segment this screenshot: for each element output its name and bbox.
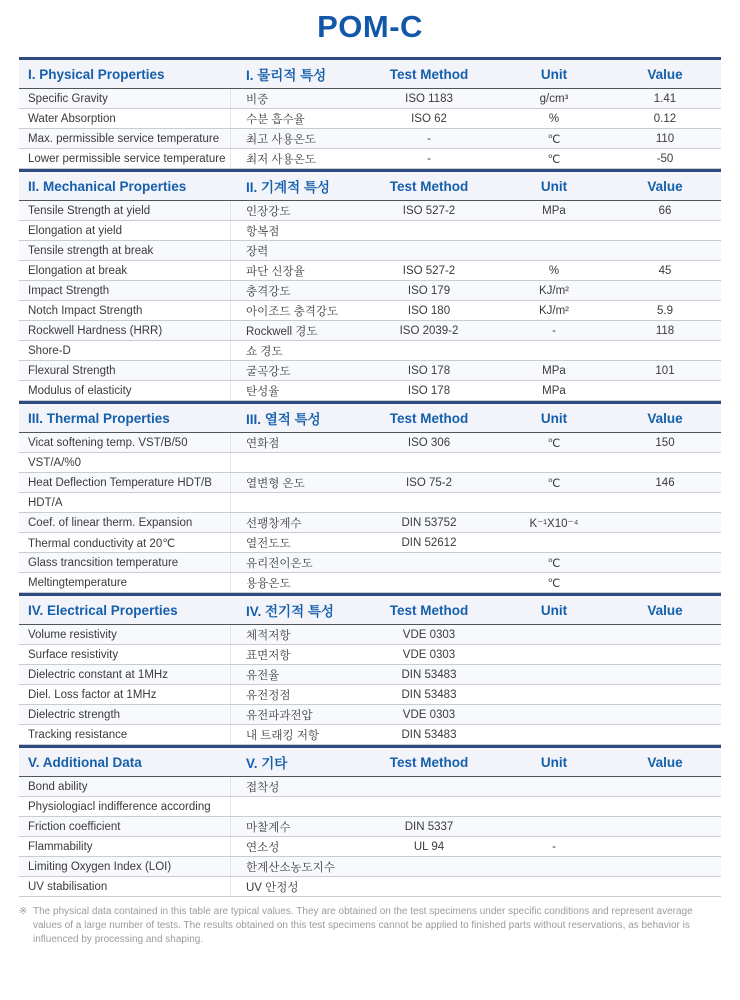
unit-cell: % — [548, 264, 560, 277]
column-header-value: Value — [647, 754, 683, 770]
property-name-ko: 선팽창계수 — [246, 517, 302, 530]
column-header-test-method: Test Method — [389, 754, 469, 770]
section-header-row — [19, 169, 721, 201]
property-name-ko: 항복점 — [246, 225, 280, 238]
property-name-en: VST/A/%0 — [19, 453, 231, 472]
table-row — [19, 685, 721, 705]
property-name-en: Physiologiacl indifference according — [19, 797, 231, 816]
property-name-ko: 유전율 — [246, 669, 280, 682]
property-name-ko: 체적저항 — [246, 629, 291, 642]
footnote — [19, 905, 721, 947]
value-cell: 45 — [658, 264, 672, 277]
footnote-text: The physical data contained in this table are typical values. They are obtained on the test specimens under specific conditions and represent average values of a large number of tests. The results obtained on this test specimens cannot be applied to finished parts without reservations, as behavior is influenced by processing and shaping. — [33, 906, 693, 945]
unit-cell: K⁻¹X10⁻⁴ — [529, 517, 579, 530]
table-row — [19, 705, 721, 725]
property-name-ko: 유리전이온도 — [246, 557, 313, 570]
property-name-ko: 접착성 — [246, 781, 280, 794]
property-name-en: Heat Deflection Temperature HDT/B — [19, 473, 231, 492]
test-method-cell: ISO 180 — [407, 304, 451, 317]
table-row — [19, 513, 721, 533]
unit-cell: KJ/m² — [538, 284, 570, 297]
column-header-unit: Unit — [540, 602, 568, 618]
property-name-en: Flexural Strength — [19, 361, 231, 380]
test-method-cell: UL 94 — [413, 840, 445, 853]
table-row — [19, 453, 721, 473]
column-header-unit: Unit — [540, 754, 568, 770]
table-section — [19, 401, 721, 593]
property-name-ko: 유전파과전압 — [246, 709, 313, 722]
table-row — [19, 725, 721, 745]
test-method-cell: - — [427, 152, 431, 165]
property-name-en: Notch Impact Strength — [19, 301, 231, 320]
table-row — [19, 573, 721, 593]
properties-table — [19, 57, 721, 897]
table-section — [19, 593, 721, 745]
test-method-cell: ISO 1183 — [405, 92, 453, 105]
property-name-ko: 연화점 — [246, 437, 280, 450]
unit-cell: ℃ — [547, 437, 561, 450]
property-name-ko: 탄성율 — [246, 385, 280, 398]
unit-cell: ℃ — [547, 153, 561, 166]
table-row — [19, 493, 721, 513]
unit-cell: ℃ — [547, 477, 561, 490]
table-row — [19, 777, 721, 797]
test-method-cell: ISO 306 — [407, 436, 451, 449]
value-cell: 1.41 — [653, 92, 677, 105]
test-method-cell: ISO 178 — [407, 364, 451, 377]
section-title-ko: V. 기타 — [246, 756, 288, 771]
property-name-en: Bond ability — [19, 777, 231, 796]
table-row — [19, 433, 721, 453]
unit-cell: g/cm³ — [539, 92, 569, 105]
table-row — [19, 201, 721, 221]
footnote-mark: ※ — [19, 906, 28, 917]
property-name-en: Volume resistivity — [19, 625, 231, 644]
section-header-row — [19, 57, 721, 89]
table-row — [19, 473, 721, 493]
test-method-cell: ISO 179 — [407, 284, 451, 297]
property-name-en: Impact Strength — [19, 281, 231, 300]
property-name-en: Specific Gravity — [19, 89, 231, 108]
unit-cell: % — [548, 112, 560, 125]
table-row — [19, 89, 721, 109]
value-cell: 150 — [655, 436, 675, 449]
property-name-ko: 굴곡강도 — [246, 365, 291, 378]
table-row — [19, 381, 721, 401]
property-name-ko: 파단 신장율 — [246, 265, 305, 278]
property-name-en: Tracking resistance — [19, 725, 231, 744]
column-header-test-method: Test Method — [389, 602, 469, 618]
test-method-cell: ISO 178 — [407, 384, 451, 397]
test-method-cell: ISO 527-2 — [402, 204, 456, 217]
property-name-ko: 수분 흡수율 — [246, 113, 305, 126]
property-name-en: Tensile strength at break — [19, 241, 231, 260]
property-name-ko: 열변형 온도 — [246, 477, 305, 490]
test-method-cell: ISO 75-2 — [405, 476, 453, 489]
table-row — [19, 665, 721, 685]
table-row — [19, 857, 721, 877]
test-method-cell: ISO 62 — [411, 112, 447, 125]
section-title-ko: III. 열적 특성 — [246, 412, 321, 427]
property-name-en: Tensile Strength at yield — [19, 201, 231, 220]
property-name-en: Vicat softening temp. VST/B/50 — [19, 433, 231, 452]
unit-cell: MPa — [542, 384, 566, 397]
section-header-row — [19, 593, 721, 625]
property-name-en: Dielectric constant at 1MHz — [19, 665, 231, 684]
page-title: POM-C — [317, 9, 423, 44]
property-name-ko: 한계산소농도지수 — [246, 861, 335, 874]
property-name-en: Thermal conductivity at 20℃ — [19, 533, 231, 552]
column-header-test-method: Test Method — [389, 66, 469, 82]
property-name-ko: 충격강도 — [246, 285, 291, 298]
table-row — [19, 341, 721, 361]
property-name-ko: 최고 사용온도 — [246, 133, 316, 146]
section-header-row — [19, 401, 721, 433]
table-row — [19, 817, 721, 837]
test-method-cell: VDE 0303 — [402, 628, 456, 641]
property-name-en: Glass trancsition temperature — [19, 553, 231, 572]
property-name-en: UV stabilisation — [19, 877, 231, 896]
test-method-cell: ISO 527-2 — [402, 264, 456, 277]
property-name-ko: 비중 — [246, 93, 269, 106]
unit-cell: MPa — [542, 204, 566, 217]
property-name-ko: 아이조드 충격강도 — [246, 305, 339, 318]
table-row — [19, 149, 721, 169]
value-cell: -50 — [656, 152, 674, 165]
property-name-en: Elongation at yield — [19, 221, 231, 240]
test-method-cell: ISO 2039-2 — [399, 324, 459, 337]
test-method-cell: VDE 0303 — [402, 708, 456, 721]
table-row — [19, 877, 721, 897]
unit-cell: ℃ — [547, 577, 561, 590]
column-header-value: Value — [647, 178, 683, 194]
section-title-en: III. Thermal Properties — [28, 410, 170, 426]
column-header-test-method: Test Method — [389, 410, 469, 426]
section-title-ko: II. 기계적 특성 — [246, 180, 330, 195]
property-name-ko: 연소성 — [246, 841, 280, 854]
section-rows — [19, 625, 721, 745]
table-section — [19, 745, 721, 897]
property-name-en: HDT/A — [19, 493, 231, 512]
table-row — [19, 221, 721, 241]
unit-cell: - — [552, 840, 556, 853]
table-row — [19, 361, 721, 381]
table-row — [19, 533, 721, 553]
section-title-en: II. Mechanical Properties — [28, 178, 187, 194]
property-name-en: Lower permissible service temperature — [19, 149, 231, 168]
table-row — [19, 241, 721, 261]
column-header-test-method: Test Method — [389, 178, 469, 194]
table-row — [19, 797, 721, 817]
property-name-en: Limiting Oxygen Index (LOI) — [19, 857, 231, 876]
column-header-unit: Unit — [540, 410, 568, 426]
property-name-en: Modulus of elasticity — [19, 381, 231, 400]
property-name-en: Shore-D — [19, 341, 231, 360]
column-header-unit: Unit — [540, 178, 568, 194]
table-row — [19, 109, 721, 129]
table-row — [19, 553, 721, 573]
test-method-cell: - — [427, 132, 431, 145]
section-rows — [19, 433, 721, 593]
property-name-ko: 용융온도 — [246, 577, 291, 590]
property-name-en: Water Absorption — [19, 109, 231, 128]
test-method-cell: DIN 53483 — [401, 688, 457, 701]
property-name-ko: 쇼 경도 — [246, 345, 283, 358]
test-method-cell: DIN 53483 — [401, 668, 457, 681]
section-title-en: IV. Electrical Properties — [28, 602, 178, 618]
property-name-ko: 열전도도 — [246, 537, 291, 550]
property-name-en: Rockwell Hardness (HRR) — [19, 321, 231, 340]
property-name-ko: 인장강도 — [246, 205, 291, 218]
property-name-ko: 장력 — [246, 245, 269, 258]
column-header-value: Value — [647, 410, 683, 426]
section-title-ko: I. 물리적 특성 — [246, 68, 327, 83]
property-name-ko: UV 안정성 — [246, 881, 299, 894]
property-name-en: Friction coefficient — [19, 817, 231, 836]
value-cell: 5.9 — [657, 304, 673, 317]
section-header-row — [19, 745, 721, 777]
table-row — [19, 321, 721, 341]
unit-cell: KJ/m² — [538, 304, 570, 317]
value-cell: 66 — [658, 204, 672, 217]
property-name-en: Elongation at break — [19, 261, 231, 280]
section-title-en: V. Additional Data — [28, 754, 142, 770]
value-cell: 0.12 — [653, 112, 677, 125]
section-rows — [19, 201, 721, 401]
property-name-en: Max. permissible service temperature — [19, 129, 231, 148]
column-header-unit: Unit — [540, 66, 568, 82]
test-method-cell: DIN 53752 — [401, 516, 457, 529]
property-name-ko: 마찰계수 — [246, 821, 291, 834]
value-cell: 110 — [655, 132, 675, 145]
property-name-ko: 최저 사용온도 — [246, 153, 316, 166]
value-cell: 146 — [655, 476, 675, 489]
table-row — [19, 837, 721, 857]
unit-cell: ℃ — [547, 133, 561, 146]
test-method-cell: VDE 0303 — [402, 648, 456, 661]
table-section — [19, 169, 721, 401]
property-name-ko: 유전정점 — [246, 689, 291, 702]
property-name-ko: 표면저항 — [246, 649, 291, 662]
section-title-ko: IV. 전기적 특성 — [246, 604, 334, 619]
table-row — [19, 645, 721, 665]
value-cell: 118 — [655, 324, 675, 337]
property-name-en: Diel. Loss factor at 1MHz — [19, 685, 231, 704]
column-header-value: Value — [647, 66, 683, 82]
property-name-en: Flammability — [19, 837, 231, 856]
table-row — [19, 625, 721, 645]
unit-cell: MPa — [542, 364, 566, 377]
section-rows — [19, 777, 721, 897]
property-name-en: Meltingtemperature — [19, 573, 231, 592]
unit-cell: ℃ — [547, 557, 561, 570]
unit-cell: - — [552, 324, 556, 337]
section-rows — [19, 89, 721, 169]
column-header-value: Value — [647, 602, 683, 618]
property-name-en: Dielectric strength — [19, 705, 231, 724]
value-cell: 101 — [655, 364, 675, 377]
test-method-cell: DIN 5337 — [404, 820, 454, 833]
property-name-en: Coef. of linear therm. Expansion — [19, 513, 231, 532]
table-row — [19, 281, 721, 301]
table-row — [19, 301, 721, 321]
test-method-cell: DIN 52612 — [401, 536, 457, 549]
test-method-cell: DIN 53483 — [401, 728, 457, 741]
table-section — [19, 57, 721, 169]
table-row — [19, 261, 721, 281]
property-name-ko: Rockwell 경도 — [246, 325, 318, 338]
property-name-en: Surface resistivity — [19, 645, 231, 664]
table-row — [19, 129, 721, 149]
section-title-en: I. Physical Properties — [28, 66, 165, 82]
property-name-ko: 내 트래킹 저항 — [246, 729, 320, 742]
